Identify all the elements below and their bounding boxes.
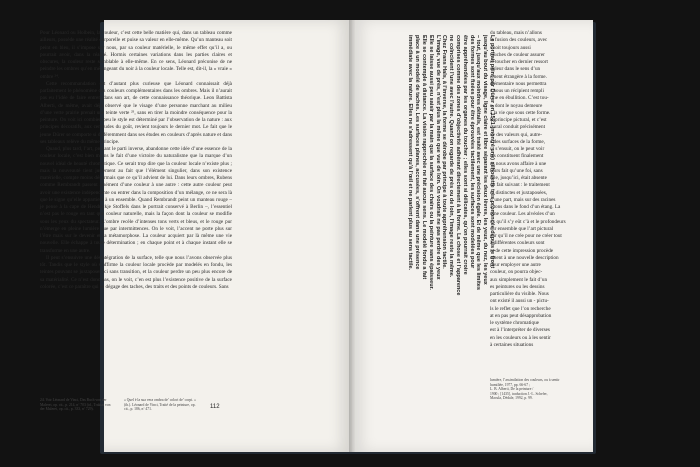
text-line: e des surfaces de la forme, xyxy=(490,138,546,145)
rotated-line: Elle se laisse aussi peu saisir par la main que la surface des chairs ou la peinture sans épaisseur. xyxy=(427,35,434,290)
text-line: ement étrangère à la forme. xyxy=(490,73,547,80)
text-line: du fait suivant : le traitement xyxy=(490,182,550,189)
rotated-line: être appréhendées par les organes du toucher ; elles sont si délicates, qu’on pourrait croire xyxy=(461,35,468,275)
text-line: L. B. Alberti, De la peinture / xyxy=(490,387,534,392)
text-line: 1900 ; [1435], traduction J.-L. Schefer, xyxy=(490,391,548,396)
footnote: 24. Voir Léonard de Vinci, Das Buch von der Malerei, op. cit., p. 214, nº 703 (id., Traktat von der Malerei, op. cit., p. 333, nº 729). xyxy=(40,398,111,412)
right-page-footnotes xyxy=(490,378,588,401)
rotated-text-block xyxy=(385,35,495,415)
text-line: ut s’ensuit, on le peut voir xyxy=(490,146,545,152)
text-line: la fusion des couleurs, avec xyxy=(490,37,548,44)
text-line: élémentaire nous permettra xyxy=(490,80,547,87)
rotated-line: place à un modelé de taches. Les surfaces planes, accusées, s’offrent dans une présence xyxy=(414,35,421,270)
text-line: ible, jusqu’ici, était absente xyxy=(490,175,547,181)
paragraph: Quand, plus tard, l’art, prenant le parti inverse, abandonne cette idée d’une essence de la couleur locale, c’est bien moins le fait d’une victoire du naturalisme que la marque d’un nouvel idéal de beauté chromatique. Ce serait trop dire que la couleur locale n’existe plus ; mais la nouveauté tient justement au fait que l’élément singulier, dans son existence matérielle, compte moins désormais que ce qu’il advient de lui. Dans leurs ombres, Rubens comme Rembrandt passent aisément d’une couleur à une autre : cette autre couleur peut avoir une existence indépendante ou entrer dans la composition d’un mélange, ce ne sera là que le signe qu’elle appartient à un ensemble. Quand Rembrandt peint un manteau rouge – je pense à la cape de Hendrickje Stoffels dans le portrait conservé à Berlin –, l’essentiel n’est pas le rouge en tant que couleur naturelle, mais la façon dont la couleur se modifie sous les yeux du spectateur. L’ombre recèle d’intenses tons verts et bleus, et le rouge pur n’émerge en pleine lumière que par intermittences. On le voit, l’accent ne porte plus sur l’être mais sur le devenir et la métamorphose. La couleur acquiert par là même une vie nouvelle. Elle échappe à toute détermination ; en chaque point et à chaque instant elle se transforme en une autre. xyxy=(40,146,232,254)
text-line: ont existé il aussi un - pictu- xyxy=(490,298,549,305)
text-line: particulière du visible. Nous xyxy=(490,291,549,297)
rotated-line: Chez Frans Hals, à l’inverse, la forme se dérobe par principe à toute appréhension tactile. xyxy=(441,35,448,269)
rotated-line: Elle se contemple à distance. La vision rapprochée ne fait aucun sens. Le modelé fondu a fait xyxy=(421,35,428,280)
text-line: ux qu’il s’y eût c’à et le profondeurs xyxy=(490,218,566,225)
text-line: ctural conduit précisément xyxy=(490,124,546,131)
book-gutter xyxy=(349,20,355,452)
rotated-line: ne coïncident l’une avec l’autre. Quand on regarde de près ou de loin, l’image reste la même. xyxy=(448,35,455,278)
footnote: « Quel è la sua vera ombra de’ colori de’ corpi. » (ib.). Léonard de Vinci, Traité de la peinture, op. cit., p. 186, nº 471. xyxy=(124,398,196,412)
text-line: à différentes couleurs sont xyxy=(490,240,545,247)
text-line: à tons dans le fond d’un étang. La xyxy=(490,204,561,210)
text-line: le principe pictural, et c’est xyxy=(490,117,547,123)
paragraph: Il peut s’ensuivre une désintégration de la surface, telle que nous l’avons observée plus tôt. Tandis que le style où s’affirme la couleur locale procède par modelés en fondu, les teintes pouvant se juxtaposer ici sans transition, et la couleur perdre un peu plus encore de sa matérialité. Ce n’est donc pas, on le voit, c’en est plus l’existence positive de la surface colorée, c’est ce paraître qui se dégage des taches, des traits et des points de couleurs. Sans xyxy=(40,254,232,290)
left-page-body xyxy=(40,30,232,291)
text-line: es distinctes et juxtaposées, xyxy=(490,189,548,196)
left-page-footnotes xyxy=(40,398,198,412)
text-line: les constituent finalement xyxy=(490,153,544,160)
text-line: du tableau, mais n’allons xyxy=(490,30,542,36)
text-line: pour employer une autre xyxy=(490,262,541,268)
text-line: d’une part, mais sur des racines xyxy=(490,196,556,203)
text-line: eur qu’il ne crée pour ne créer tout xyxy=(490,233,562,239)
text-line: ume couleur. Les alvéoles d’un xyxy=(490,211,555,218)
text-line: le système chromatique xyxy=(490,320,539,326)
text-line: sur ensemble que l’art pictural xyxy=(490,225,554,232)
text-line: est à l’interpréter de diverses xyxy=(490,327,550,334)
page-number: 112 xyxy=(210,404,220,410)
text-line: humiliée, 1977, pp. 66-67 ; xyxy=(490,382,531,387)
text-line: s nous un récipient rempli xyxy=(490,88,544,94)
paragraph: Cette recommandation est d’autant plus curieuse que Léonard connaissait déjà parfaitement le phénomène des couleurs complémentaires dans les ombres. Mais il n’aurait pas eu l’idée de faire entrer, dans son art, de cette connaissance théorique. Leon Battista Alberti, de même, avait déjà observé que le visage d’une personne marchant au milieu d’une verte prairie prenait une teinte verte ²⁵, sans en tirer la moindre conséquence pour la peinture. On voit ici combien peu le style est déterminé par l’observation de la nature : aux principes décoratifs, aux certitudes du goût, revient toujours le dernier mot. Le fait que le jeune Dürer se comporte si différemment dans ses études en couleurs d’après nature et dans ses tableaux relève du même principe. xyxy=(40,80,232,145)
text-line: à la vie que sous cette forme. xyxy=(490,109,551,116)
text-line: couleur, on pourra objec- xyxy=(490,269,543,276)
rotated-line: – tout, jusqu’aux moindres détails, est traité avec une précision égale. Et de même que les limites xyxy=(475,35,482,290)
rotated-line: comprises comme des zones d’objectivité adhérant directement à la forme. La chose et l’apparence xyxy=(455,35,462,296)
text-line: at en pas peut désapprobation xyxy=(490,312,552,319)
rotated-line: immédiate avec la nature. Elles ne s’adressent qu’à l’œil et ne parlent plus au sens tactile. xyxy=(407,35,414,271)
text-line: s soit toujours aussi xyxy=(490,44,531,51)
text-line: en les couleurs ou à les sentir xyxy=(490,334,551,341)
text-line: rme en ébullition. C’est tou- xyxy=(490,95,549,102)
text-line: lumière, l’assimilation des couleurs, ou à sentir xyxy=(490,378,560,382)
text-line: ls le reflet que l’on recherche xyxy=(490,305,551,312)
right-page-body xyxy=(490,30,588,349)
text-line: leurs fait qu’une foi, sans xyxy=(490,167,543,174)
text-line: touches de couleur assurer xyxy=(490,51,545,58)
text-line: à certaines situations xyxy=(490,341,534,348)
rotated-line: jusqu’au bout du visage, ligne claire et libre séparant les deux lèvres, les yeux, du nez, les yeux xyxy=(482,35,489,285)
paragraph: Pour Léonard ou Holbein, la couleur, c’est cette belle matière qui, dans un tableau comme ailleurs, possède une réalité corporelle et puise sa valeur en elle-même. Qu’un manteau soit peint en bleu, il s’impose sur nous, par sa couleur matérielle, le même effet qu’il a, ou pourrait avoir, dans la réalité. Hormis certaines variations dans les parties claires et obscures, la couleur reste semblable à elle-même. En ce sens, Léonard préconise de ne peindre les ombres qu’en mélangeant du noir à la couleur locale. Telle est, dit-il, la « vraie » ombre ²⁴. xyxy=(40,30,232,80)
text-line: et toucher en dernier ressort xyxy=(490,59,548,65)
rotated-text xyxy=(385,35,495,415)
text-line: e, dont le noyau demeure xyxy=(490,102,543,109)
text-line: ue des valeurs qui, autre- xyxy=(490,131,542,138)
text-line: aux simplement le fait d’un xyxy=(490,276,548,283)
text-line: Macula, Dédale, 1992, p. 99. xyxy=(490,396,533,401)
rotated-line: L’image, vue de près, n’est plus la même que vue de loin. On voudrait ne pas perdre des yeux xyxy=(434,35,441,280)
rotated-line: des formes sont fixées pour être éprouvées tactilement, les surfaces sont modelées pour xyxy=(468,35,475,269)
rotated-line: Le portrait peint par Dürer en 1521 (montré une) silhouette très prononcée depuis le front xyxy=(489,35,495,269)
text-line: ns nous avons affaire à une xyxy=(490,160,547,167)
text-line: ement à une nouvelle description xyxy=(490,254,559,261)
text-line: ouleur dans le sens d’un xyxy=(490,66,541,73)
text-line: nt de cette impression procède xyxy=(490,247,554,254)
text-line: es peintures ou les dessins xyxy=(490,283,545,290)
